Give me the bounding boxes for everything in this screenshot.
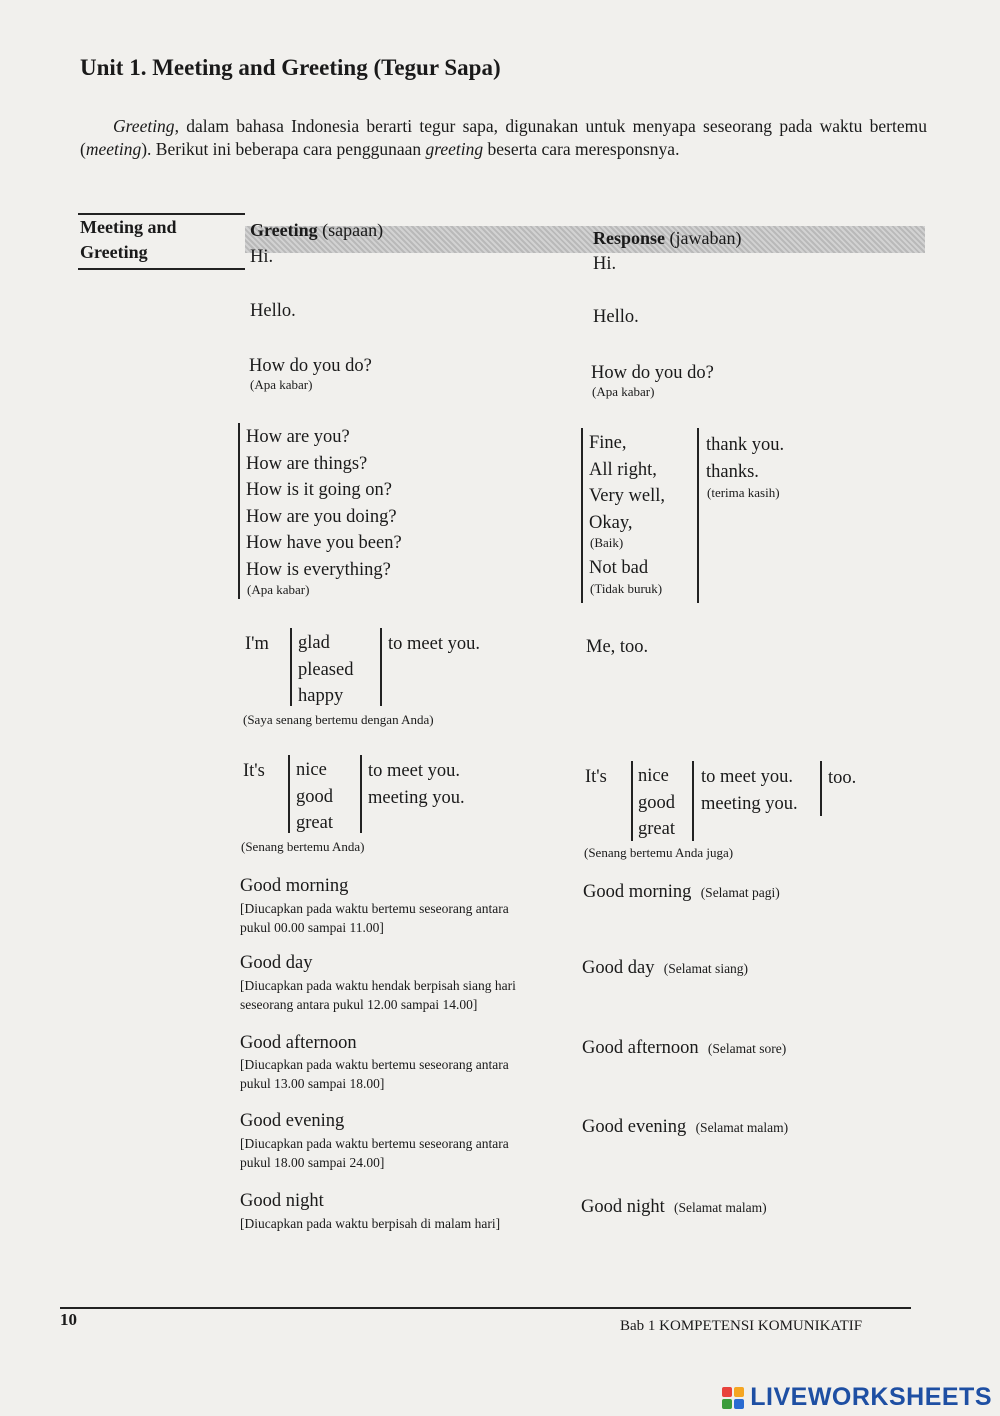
greeting-how-do-you-do: How do you do? — [249, 356, 372, 376]
bracket-line-its-r-left — [631, 761, 633, 841]
im-adj-1: glad — [298, 633, 330, 653]
greeting-good-night: Good night — [240, 1191, 324, 1211]
bracket-line-im-left — [290, 628, 292, 706]
liveworksheets-watermark — [722, 1383, 992, 1412]
baik-note: (Baik) — [590, 535, 624, 550]
good-evening-note — [240, 1134, 509, 1172]
intro-word-greeting-2: greeting — [425, 139, 484, 159]
response-good-night-text: Good night — [581, 1197, 665, 1217]
im-note: (Saya senang bertemu dengan Anda) — [243, 712, 434, 727]
good-morning-note-1: [Diucapkan pada waktu bertemu seseorang antara — [240, 901, 509, 916]
response-its-tail — [701, 764, 798, 817]
how-item-2: How are things? — [246, 453, 368, 474]
intro-word-greeting: Greeting — [113, 116, 175, 136]
intro-text-2: ). Berikut ini beberapa cara penggunaan — [141, 139, 426, 159]
thanks-item-1: thank you. — [706, 435, 785, 455]
response-its-adj-1: nice — [638, 766, 669, 786]
fine-item-3: Very well, — [589, 486, 666, 506]
fine-item-4: Okay, — [589, 512, 633, 533]
fine-list — [589, 430, 665, 536]
good-morning-note-2: pukul 00.00 sampai 11.00] — [240, 920, 384, 935]
bracket-line-its-right — [360, 755, 362, 833]
page-number: 10 — [60, 1310, 77, 1329]
bracket-line-fine — [581, 428, 583, 603]
greeting-how-do-you-do-note: (Apa kabar) — [250, 377, 313, 392]
header-response — [593, 228, 741, 249]
im-adj-3: happy — [298, 686, 344, 706]
chapter-title: Bab 1 KOMPETENSI KOMUNIKATIF — [620, 1318, 863, 1334]
response-good-afternoon-text: Good afternoon — [582, 1038, 699, 1058]
response-its-tail-1: to meet you. — [701, 767, 793, 787]
its-tail-2: meeting you. — [368, 787, 465, 808]
intro-word-meeting: meeting — [85, 139, 142, 159]
im-label: I'm — [245, 634, 269, 654]
good-evening-note-2: pukul 18.00 sampai 24.00] — [240, 1155, 385, 1170]
response-good-morning-note: (Selamat pagi) — [700, 885, 780, 900]
thanks-list — [706, 432, 784, 485]
response-good-afternoon-note: (Selamat sore) — [707, 1041, 787, 1056]
response-good-evening-text: Good evening — [582, 1117, 687, 1137]
response-me-too: Me, too. — [586, 637, 649, 657]
thanks-note: (terima kasih) — [707, 485, 780, 500]
how-item-4: How are you doing? — [246, 506, 397, 527]
header-left-line1: Meeting and — [80, 217, 177, 237]
thanks-item-2: thanks. — [706, 461, 759, 482]
its-tail-1: to meet you. — [368, 761, 460, 781]
response-its-note: (Senang bertemu Anda juga) — [584, 845, 734, 860]
im-adj-2: pleased — [298, 659, 354, 680]
bracket-line-thanks — [697, 428, 699, 603]
response-its-tail-2: meeting you. — [701, 793, 798, 814]
its-label: It's — [243, 761, 265, 781]
good-night-note: [Diucapkan pada waktu berpisah di malam hari] — [240, 1216, 501, 1231]
intro-text-3: beserta cara meresponsnya. — [483, 139, 680, 159]
bracket-line-how — [238, 423, 240, 599]
response-good-morning-text: Good morning — [583, 882, 692, 902]
how-item-3: How is it going on? — [246, 480, 392, 500]
response-hello: Hello. — [593, 307, 639, 327]
page-title: Unit 1. Meeting and Greeting (Tegur Sapa) — [80, 55, 501, 80]
liveworksheets-text: LIVEWORKSHEETS — [750, 1383, 992, 1411]
response-good-evening — [582, 1114, 788, 1140]
bracket-line-im-right — [380, 628, 382, 706]
header-left-line2: Greeting — [80, 242, 148, 262]
header-greeting — [250, 220, 383, 241]
good-day-note-1: [Diucapkan pada waktu hendak berpisah siang hari — [240, 978, 516, 993]
good-day-note — [240, 976, 516, 1014]
response-good-afternoon — [582, 1035, 786, 1061]
its-adj-2: good — [296, 786, 333, 807]
response-its-label: It's — [585, 767, 607, 787]
its-adjectives — [296, 757, 333, 837]
liveworksheets-logo-icon — [722, 1387, 744, 1409]
how-note: (Apa kabar) — [247, 582, 310, 597]
its-adj-3: great — [296, 813, 333, 833]
how-item-5: How have you been? — [246, 533, 402, 553]
header-meeting-greeting — [80, 215, 243, 265]
how-item-6: How is everything? — [246, 559, 391, 580]
greeting-hi: Hi. — [250, 247, 274, 267]
response-its-adj-2: good — [638, 792, 675, 813]
greeting-good-morning: Good morning — [240, 876, 349, 896]
header-response-bold: Response — [593, 228, 666, 248]
not-bad: Not bad — [589, 558, 649, 578]
bracket-line-its-r-right — [820, 761, 822, 816]
good-evening-note-1: [Diucapkan pada waktu bertemu seseorang antara — [240, 1136, 509, 1151]
response-how-do-you-do: How do you do? — [591, 363, 714, 383]
response-good-night — [581, 1194, 767, 1220]
response-good-evening-note: (Selamat malam) — [695, 1120, 789, 1135]
response-its-adj-3: great — [638, 819, 675, 839]
intro-text-1: , dalam bahasa Indonesia berarti tegur sapa, digunakan untuk menyapa seseorang pada waktu bertemu ( — [80, 116, 927, 159]
response-good-morning — [583, 879, 780, 905]
response-too: too. — [828, 768, 857, 788]
greeting-good-evening: Good evening — [240, 1111, 345, 1131]
good-afternoon-note — [240, 1055, 509, 1093]
how-item-1: How are you? — [246, 427, 350, 447]
intro-paragraph — [80, 115, 927, 161]
header-greeting-bold: Greeting — [250, 220, 318, 240]
bracket-line-its-r-mid — [692, 761, 694, 841]
greeting-good-day: Good day — [240, 953, 313, 973]
footer-rule — [60, 1307, 911, 1309]
its-note: (Senang bertemu Anda) — [241, 839, 365, 854]
bracket-line-its-left — [288, 755, 290, 833]
header-rule-bottom — [78, 268, 245, 270]
how-are-you-list — [246, 424, 402, 583]
response-good-day-text: Good day — [582, 958, 655, 978]
greeting-good-afternoon: Good afternoon — [240, 1033, 357, 1053]
response-how-do-you-do-note: (Apa kabar) — [592, 384, 655, 399]
response-good-day — [582, 955, 748, 981]
good-afternoon-note-2: pukul 13.00 sampai 18.00] — [240, 1076, 385, 1091]
good-day-note-2: seseorang antara pukul 12.00 sampai 14.00] — [240, 997, 478, 1012]
its-tail — [368, 758, 465, 811]
response-good-night-note: (Selamat malam) — [674, 1200, 767, 1215]
header-greeting-rest: (sapaan) — [317, 220, 384, 240]
good-afternoon-note-1: [Diucapkan pada waktu bertemu seseorang antara — [240, 1057, 509, 1072]
its-adj-1: nice — [296, 760, 327, 780]
fine-item-1: Fine, — [589, 433, 627, 453]
im-adjectives — [298, 630, 353, 710]
header-response-rest: (jawaban) — [665, 228, 742, 248]
greeting-hello: Hello. — [250, 301, 296, 321]
fine-item-2: All right, — [589, 459, 657, 480]
response-hi: Hi. — [593, 254, 617, 274]
not-bad-note: (Tidak buruk) — [590, 581, 663, 596]
good-morning-note — [240, 899, 509, 937]
response-its-adjectives — [638, 763, 675, 843]
response-good-day-note: (Selamat siang) — [663, 961, 749, 976]
im-to-meet-you: to meet you. — [388, 634, 480, 654]
